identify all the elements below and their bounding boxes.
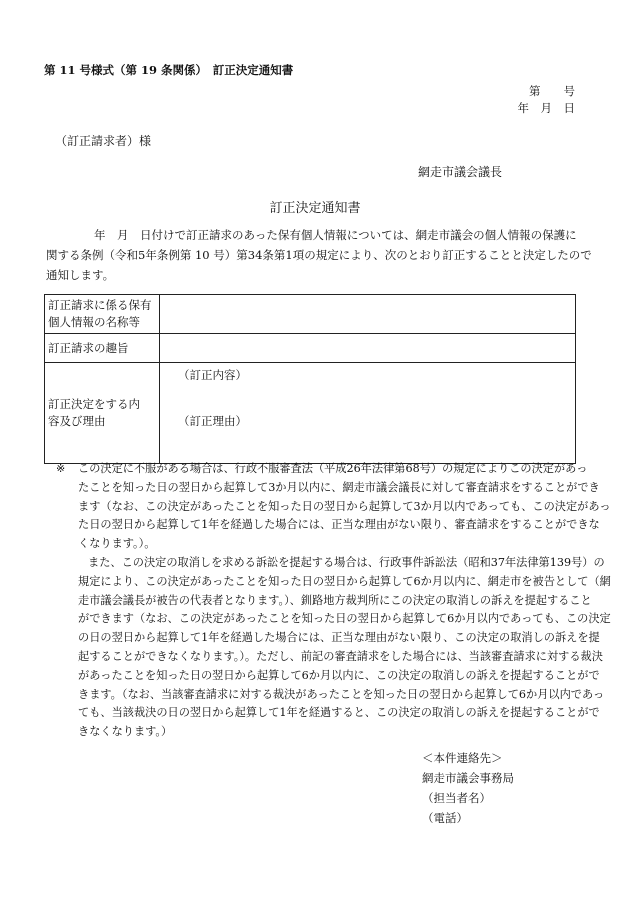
note-mark: ※ [56,462,66,475]
note-line: の日の翌日から起算して1年を経過した場合には、正当な理由がない限り、この決定の取消しの訴えを提 [78,631,600,645]
note-line: きます。（なお、当該審査請求に対する裁決があったことを知った日の翌日から起算して6か月以内であっ [78,687,605,701]
note-line: ます（なお、この決定があったことを知った日の翌日から起算して3か月以内であっても、この決定があっ [78,499,611,513]
addressee: （訂正請求者）様 [55,134,152,148]
note-line: 規定により、この決定があったことを知った日の翌日から起算して6か月以内に、網走市を被告として（網 [78,574,611,588]
correction-content-label: （訂正内容） [178,368,247,382]
form-label: 第 11 号様式（第 19 条関係） 訂正決定通知書 [44,63,294,77]
appeal-notes [56,460,611,742]
issuer: 網走市議会議長 [417,165,502,179]
contact-office: 網走市議会事務局 [422,771,514,785]
intro-line: 年 月 日付けで訂正請求のあった保有個人情報については、網走市議会の個人情報の保護に [94,228,577,242]
intro-paragraph [46,225,592,285]
contact-phone: （電話） [422,811,468,825]
note-line: ても、当該裁決の日の翌日から起算して1年を経過すると、この決定の取消しの訴えを提起することがで [78,706,600,720]
decision-table [44,294,576,464]
row-label-info-name: 訂正請求に係る保有 個人情報の名称等 [45,295,160,334]
table-row [45,295,576,334]
document-date: 年 月 日 [517,101,575,115]
note-line: ※ この決定に不服がある場合は、行政不服審査法（平成26年法律第68号）の規定によりこの決定があっ [56,460,586,479]
row-label-request-purpose: 訂正請求の趣旨 [45,334,160,363]
note-line: くなります。）。 [78,537,156,551]
intro-line: 通知します。 [46,268,115,282]
document-number: 第 号 [529,84,575,98]
row-value-request-purpose [160,334,576,363]
row-value-info-name [160,295,576,334]
table-row [45,334,576,363]
note-line: たことを知った日の翌日から起算して3か月以内に、網走市議会議長に対して審査請求をすることができ [78,480,600,494]
note-line: きなくなります。） [78,725,173,739]
contact-person: （担当者名） [422,791,491,805]
intro-line: 関する条例（令和5年条例第 10 号）第34条第1項の規定により、次のとおり訂正することと決定したので [46,248,592,262]
table-row [45,363,576,464]
note-line: た日の翌日から起算して1年を経過した場合には、正当な理由がない限り、審査請求をすることができな [78,518,600,532]
note-line: があったことを知った日の翌日から起算して6か月以内に、この決定の取消しの訴えを提起することがで [78,668,600,682]
note-line: 起することができなくなります。）。ただし、前記の審査請求をした場合には、当該審査請求に対する裁決 [78,649,603,663]
note-line: また、この決定の取消しを求める訴訟を提起する場合は、行政事件訴訟法（昭和37年法律第139号）の [88,555,605,569]
correction-reason-label: （訂正理由） [178,414,247,428]
contact-block [422,748,514,828]
note-line: 走市議会議長が被告の代表者となります。）、釧路地方裁判所にこの決定の取消しの訴えを提起すること [78,593,592,607]
row-value-decision-content [160,363,576,464]
note-line: ができます（なお、この決定があったことを知った日の翌日から起算して6か月以内であっても、この決定 [78,612,611,626]
contact-heading: ＜本件連絡先＞ [422,751,503,765]
document-title: 訂正決定通知書 [269,201,361,216]
row-label-decision-content: 訂正決定をする内 容及び理由 [45,363,160,464]
